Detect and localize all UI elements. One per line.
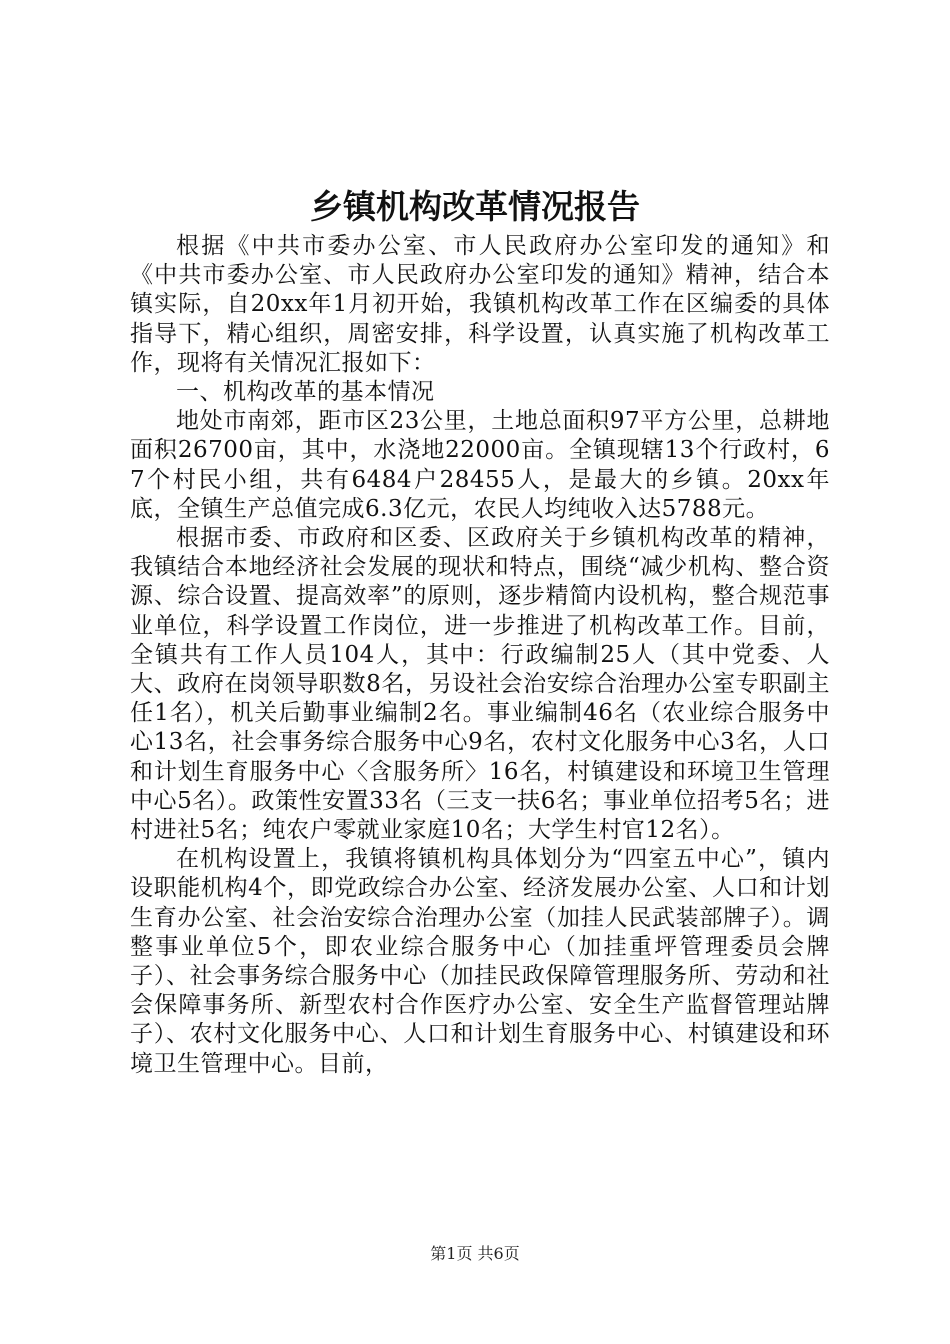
- paragraph-staffing: 根据市委、市政府和区委、区政府关于乡镇机构改革的精神，我镇结合本地经济社会发展的现状和特点，围绕“减少机构、整合资源、综合设置、提高效率”的原则，逐步精简内设机构，整合规范事业单位，科学设置工作岗位，进一步推进了机构改革工作。目前，全镇共有工作人员104人，其中：行政编制25人（其中党委、人大、政府在岗领导职数8名，另设社会治安综合治理办公室专职副主任1名），机关后勤事业编制2名。事业编制46名（农业综合服务中心13名，社会事务综合服务中心9名，农村文化服务中心3名，人口和计划生育服务中心〈含服务所〉16名，村镇建设和环境卫生管理中心5名）。政策性安置33名（三支一扶6名；事业单位招考5名；进村进社5名；纯农户零就业家庭10名；大学生村官12名）。: [130, 525, 830, 844]
- page-footer: 第1页 共6页: [430, 1244, 520, 1263]
- paragraph-intro: 根据《中共市委办公室、市人民政府办公室印发的通知》和《中共市委办公室、市人民政府办公室印发的通知》精神，结合本镇实际，自20xx年1月初开始，我镇机构改革工作在区编委的具体指导下，精心组织，周密安排，科学设置，认真实施了机构改革工作，现将有关情况汇报如下：: [130, 233, 830, 376]
- document-body: [130, 232, 830, 1079]
- paragraph-institution-setup: 在机构设置上，我镇将镇机构具体划分为“四室五中心”，镇内设职能机构4个，即党政综合办公室、经济发展办公室、人口和计划生育办公室、社会治安综合治理办公室（加挂人民武装部牌子）。调整事业单位5个，即农业综合服务中心（加挂重坪管理委员会牌子）、社会事务综合服务中心（加挂民政保障管理服务所、劳动和社会保障事务所、新型农村合作医疗办公室、安全生产监督管理站牌子）、农村文化服务中心、人口和计划生育服务中心、村镇建设和环境卫生管理中心。目前，: [130, 846, 830, 1077]
- section-heading-basic-situation: 一、机构改革的基本情况: [176, 379, 435, 406]
- paragraph-town-overview: 地处市南郊，距市区23公里，土地总面积97平方公里，总耕地面积26700亩，其中，水浇地22000亩。全镇现辖13个行政村，67个村民小组，共有6484户28455人，是最大的乡镇。20xx年底，全镇生产总值完成6.3亿元，农民人均纯收入达5788元。: [130, 408, 830, 522]
- document-title: 乡镇机构改革情况报告: [310, 187, 640, 226]
